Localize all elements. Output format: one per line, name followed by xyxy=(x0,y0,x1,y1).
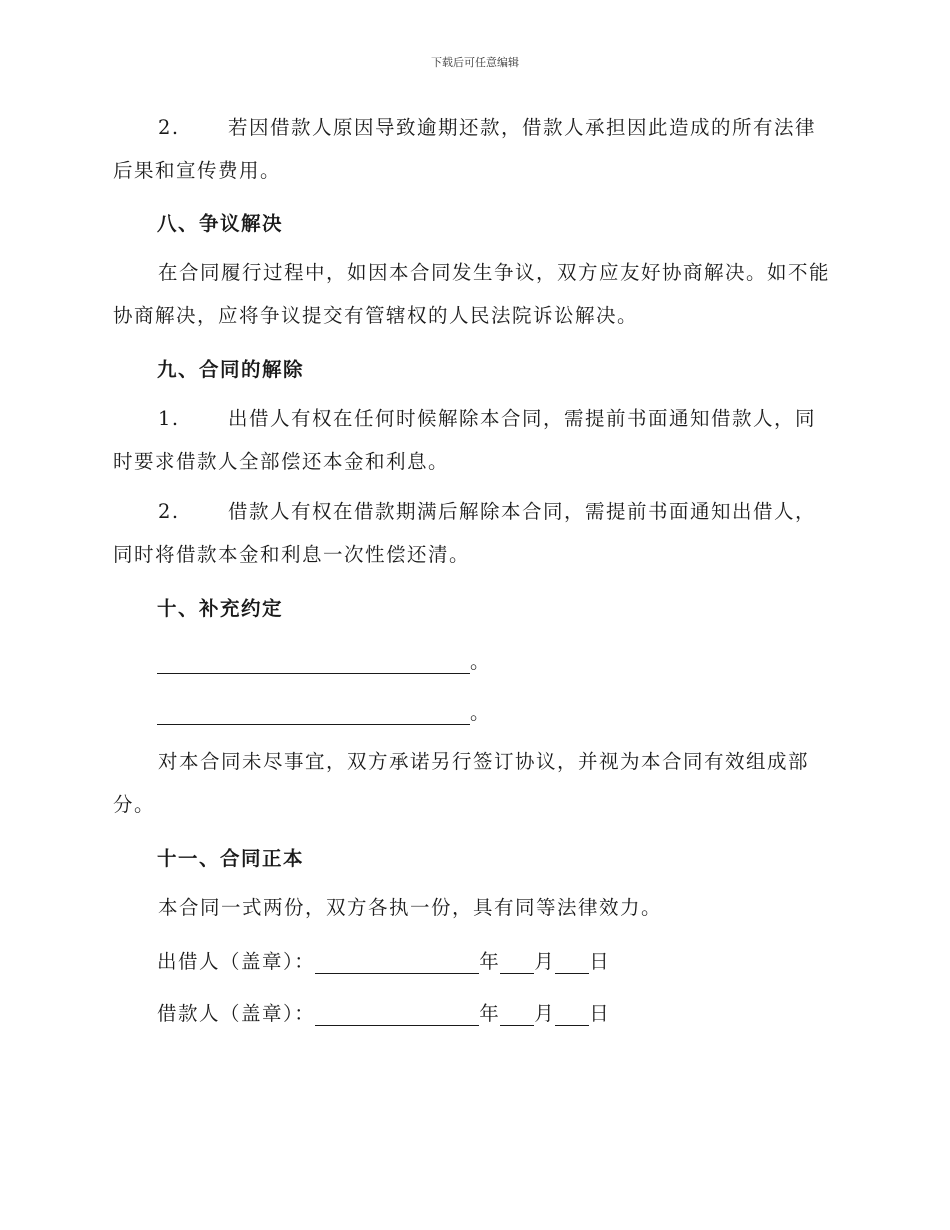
lender-signature-row xyxy=(157,946,610,974)
borrower-signature-row xyxy=(157,998,610,1026)
section-10-heading: 十、补充约定 xyxy=(157,597,284,620)
section-8-heading: 八、争议解决 xyxy=(157,212,284,235)
line-end-mark: 。 xyxy=(470,650,490,673)
item-number: 2. xyxy=(158,116,180,139)
section-11-body xyxy=(113,886,833,929)
item-text: 若因借款人原因导致逾期还款，借款人承担因此造成的所有法律后果和宣传费用。 xyxy=(113,116,817,182)
section-9-item-2 xyxy=(113,490,833,576)
lender-label: 出借人（盖章）： xyxy=(157,950,316,973)
month-field[interactable] xyxy=(500,1005,534,1026)
fill-in-underline[interactable] xyxy=(157,653,470,674)
day-label: 日 xyxy=(589,1002,611,1025)
lender-signature-field[interactable] xyxy=(315,953,479,974)
borrower-signature-field[interactable] xyxy=(315,1005,479,1026)
supplement-blank-line-1[interactable] xyxy=(157,646,490,674)
month-field[interactable] xyxy=(500,953,534,974)
item-number: 1. xyxy=(158,407,180,430)
year-label: 年 xyxy=(479,950,501,973)
day-label: 日 xyxy=(589,950,611,973)
section-9-item-1 xyxy=(113,397,833,483)
month-label: 月 xyxy=(534,950,556,973)
supplement-blank-line-2[interactable] xyxy=(157,697,490,725)
paragraph-text: 在合同履行过程中，如因本合同发生争议，双方应友好协商解决。如不能协商解决，应将争议提交有管辖权的人民法院诉讼解决。 xyxy=(113,261,831,327)
item-text: 出借人有权在任何时候解除本合同，需提前书面通知借款人，同时要求借款人全部偿还本金和利息。 xyxy=(113,407,817,473)
borrower-label: 借款人（盖章）： xyxy=(157,1002,316,1025)
section-11-heading: 十一、合同正本 xyxy=(157,847,305,870)
day-field[interactable] xyxy=(555,1005,589,1026)
page-header: 下载后可任意编辑 xyxy=(431,56,519,69)
item-text: 借款人有权在借款期满后解除本合同，需提前书面通知出借人，同时将借款本金和利息一次性偿还清。 xyxy=(113,500,817,566)
day-field[interactable] xyxy=(555,953,589,974)
section-9-heading: 九、合同的解除 xyxy=(157,358,305,381)
section-10-body xyxy=(113,740,833,826)
month-label: 月 xyxy=(534,1002,556,1025)
fill-in-underline[interactable] xyxy=(157,704,470,725)
section-8-body xyxy=(113,251,833,337)
item-number: 2. xyxy=(158,500,180,523)
paragraph-text: 对本合同未尽事宜，双方承诺另行签订协议，并视为本合同有效组成部分。 xyxy=(113,750,810,816)
line-end-mark: 。 xyxy=(470,701,490,724)
clause-7-item-2 xyxy=(113,106,833,192)
paragraph-text: 本合同一式两份，双方各执一份，具有同等法律效力。 xyxy=(158,896,663,919)
year-label: 年 xyxy=(479,1002,501,1025)
